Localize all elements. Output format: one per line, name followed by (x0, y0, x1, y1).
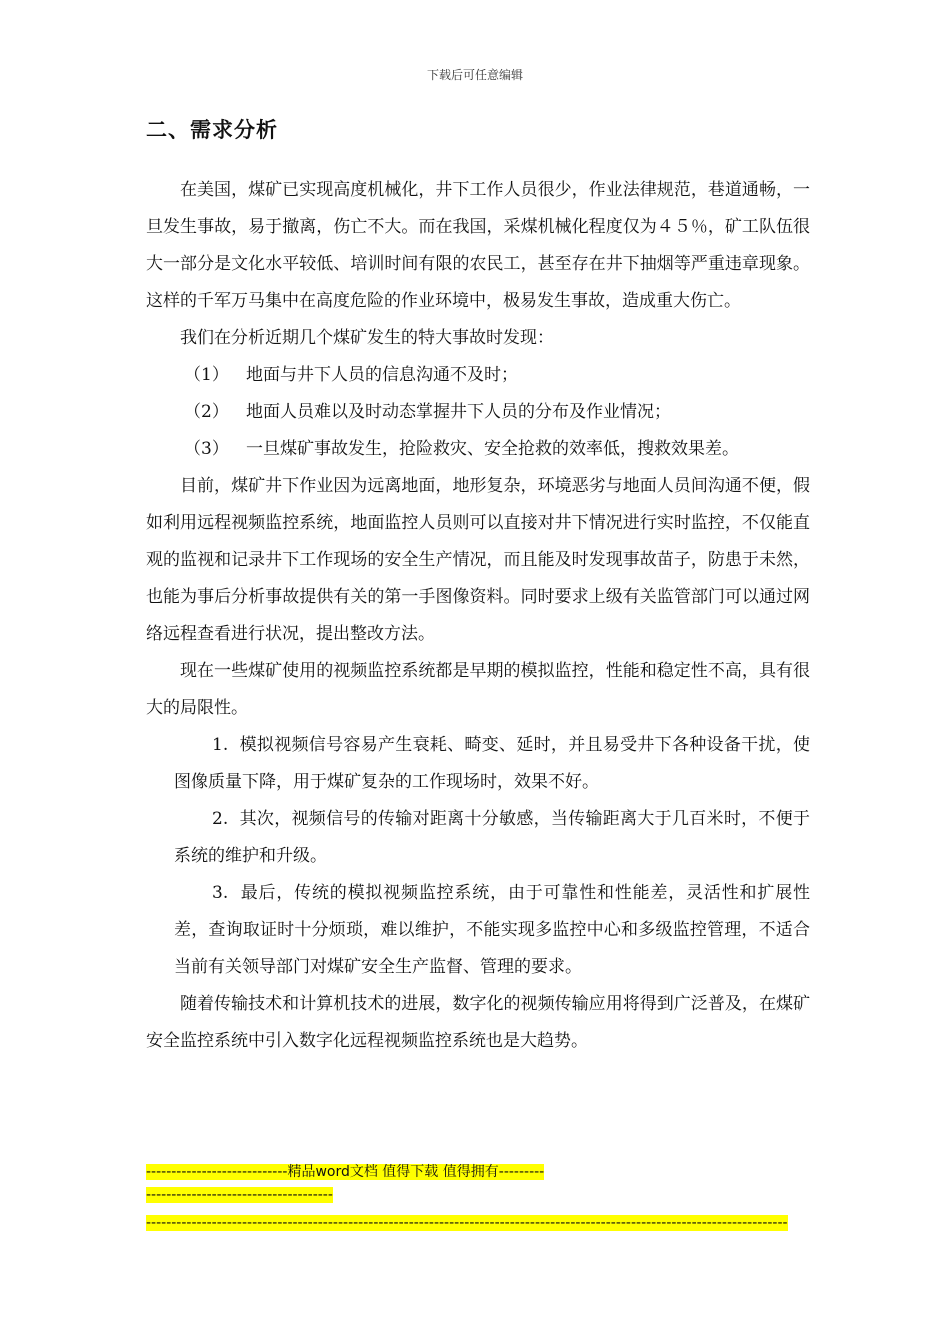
list-item (146, 357, 810, 394)
list-item-number: （2） (184, 402, 229, 422)
numbered-point-text: 最后，传统的模拟视频监控系统，由于可靠性和性能差，灵活性和扩展性差，查询取证时十分烦琐，难以维护，不能实现多监控中心和多级监控管理，不适合当前有关领导部门对煤矿安全生产监督、管理的要求。 (174, 883, 811, 977)
document-body (146, 172, 810, 1060)
paragraph-analysis-intro: 我们在分析近期几个煤矿发生的特大事故时发现： (180, 328, 554, 348)
section-title: 二、需求分析 (146, 118, 278, 142)
list-item (146, 431, 810, 468)
list-item-text: 地面与井下人员的信息沟通不及时； (246, 365, 518, 385)
list-item-text: 一旦煤矿事故发生，抢险救灾、安全抢救的效率低，搜救效果差。 (246, 439, 739, 459)
footer-promo-text: ----------------------------精品word文档 值得下载 值得拥有---------------------------------------------- (146, 1164, 545, 1203)
list-item-number: （1） (184, 365, 229, 385)
numbered-point (146, 875, 810, 986)
footer-divider (146, 1212, 810, 1233)
paragraph-digital-trend: 随着传输技术和计算机技术的进展，数字化的视频传输应用将得到广泛普及，在煤矿安全监控系统中引入数字化远程视频监控系统也是大趋势。 (146, 994, 810, 1051)
list-item-text: 地面人员难以及时动态掌握井下人员的分布及作业情况； (246, 402, 671, 422)
footer-divider-text: ------------------------------------------------------------------------------------------------------------------------------- (146, 1215, 788, 1231)
numbered-point (146, 727, 810, 801)
numbered-point-number: 3. (212, 883, 229, 903)
numbered-point (146, 801, 810, 875)
numbered-point-number: 2. (212, 809, 229, 829)
paragraph-usa-comparison: 在美国，煤矿已实现高度机械化，井下工作人员很少，作业法律规范，巷道通畅，一旦发生事故，易于撤离，伤亡不大。而在我国，采煤机械化程度仅为４５％，矿工队伍很大一部分是文化水平较低、培训时间有限的农民工，甚至存在井下抽烟等严重违章现象。这样的千军万马集中在高度危险的作业环境中，极易发生事故，造成重大伤亡。 (146, 180, 810, 311)
numbered-point-text: 其次，视频信号的传输对距离十分敏感，当传输距离大于几百米时，不便于系统的维护和升级。 (174, 809, 811, 866)
page-header: 下载后可任意编辑 (426, 68, 523, 82)
paragraph-current-systems: 现在一些煤矿使用的视频监控系统都是早期的模拟监控，性能和稳定性不高，具有很大的局限性。 (146, 661, 810, 718)
list-item-number: （3） (184, 439, 229, 459)
list-item (146, 394, 810, 431)
numbered-point-text: 模拟视频信号容易产生衰耗、畸变、延时，并且易受井下各种设备干扰，使图像质量下降，用于煤矿复杂的工作现场时，效果不好。 (174, 735, 811, 792)
numbered-point-number: 1. (212, 735, 229, 755)
paragraph-remote-monitoring: 目前，煤矿井下作业因为远离地面，地形复杂，环境恶劣与地面人员间沟通不便，假如利用远程视频监控系统，地面监控人员则可以直接对井下情况进行实时监控，不仅能直观的监视和记录井下工作现场的安全生产情况，而且能及时发现事故苗子，防患于未然，也能为事后分析事故提供有关的第一手图像资料。同时要求上级有关监管部门可以通过网络远程查看进行状况，提出整改方法。 (146, 476, 810, 644)
footer-promo (146, 1160, 546, 1206)
